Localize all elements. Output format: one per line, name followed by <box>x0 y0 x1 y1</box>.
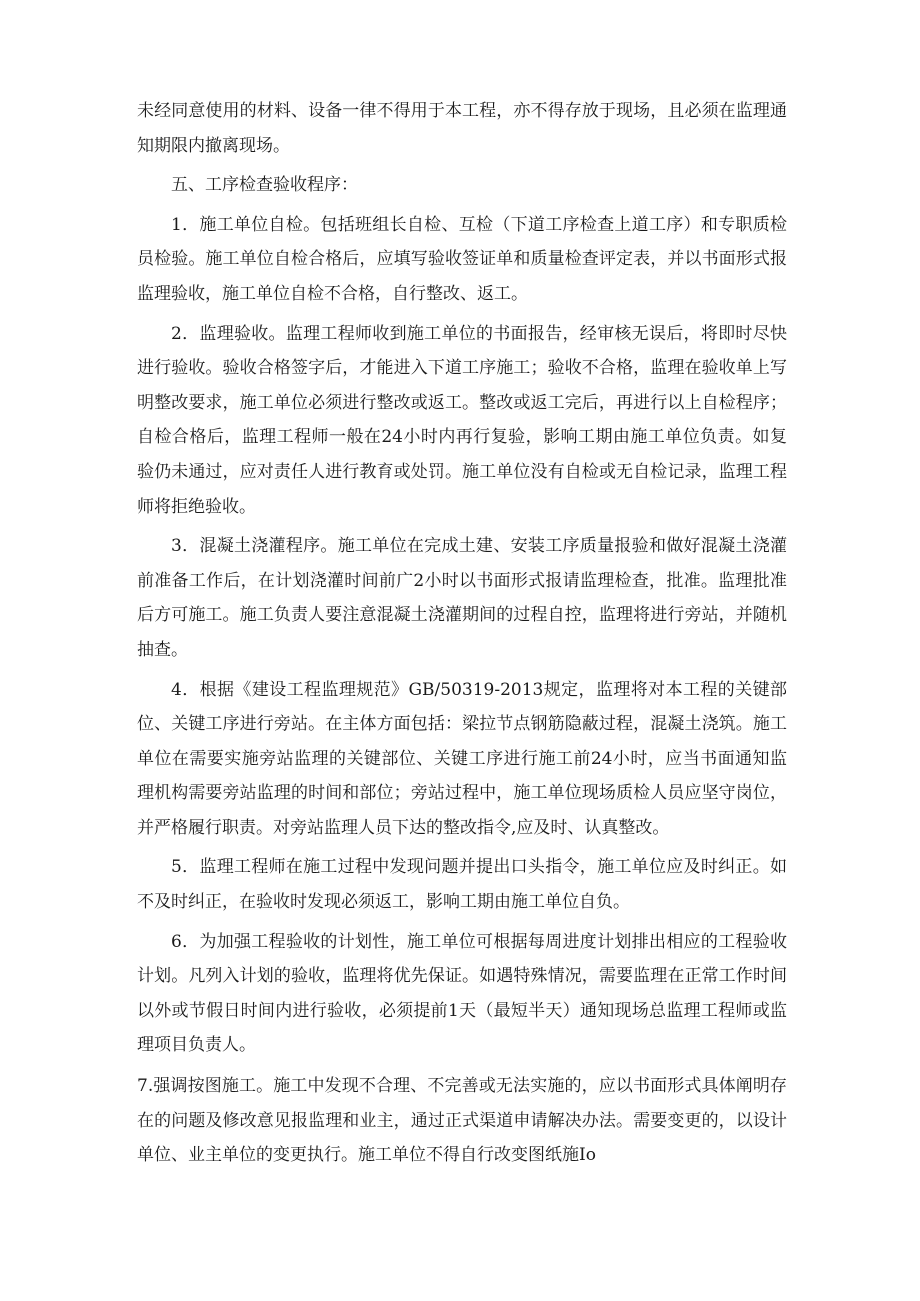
paragraph-item-5: 5．监理工程师在施工过程中发现问题并提出口头指令，施工单位应及时纠正。如不及时纠正，在验收时发现必须返工，影响工期由施工单位自负。 <box>137 857 787 913</box>
document-body <box>137 94 787 1178</box>
paragraph-item-6: 6．为加强工程验收的计划性，施工单位可根据每周进度计划排出相应的工程验收计划。凡列入计划的验收，监理将优先保证。如遇特殊情况，需要监理在正常工作时间以外或节假日时间内进行验收，必须提前1天（最短半天）通知现场总监理工程师或监理项目负责人。 <box>137 931 787 1056</box>
paragraph-item-2: 2．监理验收。监理工程师收到施工单位的书面报告，经审核无误后，将即时尽快进行验收。验收合格签字后，才能进入下道工序施工；验收不合格，监理在验收单上写明整改要求，施工单位必须进行整改或返工。整改或返工完后，再进行以上自检程序；自检合格后，监理工程师一般在24小时内再行复验，影响工期由施工单位负责。如复验仍未通过，应对责任人进行教育或处罚。施工单位没有自检或无自检记录，监理工程师将拒绝验收。 <box>137 323 787 517</box>
paragraph-continuation: 未经同意使用的材料、设备一律不得用于本工程，亦不得存放于现场，且必须在监理通知期限内撤离现场。 <box>137 101 787 156</box>
paragraph-item-7: 7.强调按图施工。施工中发现不合理、不完善或无法实施的，应以书面形式具体阐明存在的问题及修改意见报监理和业主，通过正式渠道申请解决办法。需要变更的，以设计单位、业主单位的变更执行。施工单位不得自行改变图纸施Io <box>137 1076 787 1166</box>
section-heading-inspection-procedure: 五、工序检查验收程序： <box>171 175 358 196</box>
paragraph-item-3: 3．混凝土浇灌程序。施工单位在完成土建、安装工序质量报验和做好混凝土浇灌前准备工作后，在计划浇灌时间前广2小时以书面形式报请监理检查，批准。监理批准后方可施工。施工负责人要注意混凝土浇灌期间的过程自控，监理将进行旁站，并随机抽查。 <box>137 536 787 660</box>
paragraph-item-4: 4．根据《建设工程监理规范》GB/50319-2013规定，监理将对本工程的关键部位、关键工序进行旁站。在主体方面包括：梁拉节点钢筋隐蔽过程，混凝土浇筑。施工单位在需要实施旁站监理的关键部位、关键工序进行施工前24小时，应当书面通知监理机构需要旁站监理的时间和部位；旁站过程中，施工单位现场质检人员应坚守岗位，并严格履行职责。对旁站监理人员下达的整改指令,应及时、认真整改。 <box>137 679 787 838</box>
paragraph-item-1: 1．施工单位自检。包括班组长自检、互检（下道工序检查上道工序）和专职质检员检验。施工单位自检合格后，应填写验收签证单和质量检查评定表，并以书面形式报监理验收，施工单位自检不合格，自行整改、返工。 <box>137 214 787 304</box>
